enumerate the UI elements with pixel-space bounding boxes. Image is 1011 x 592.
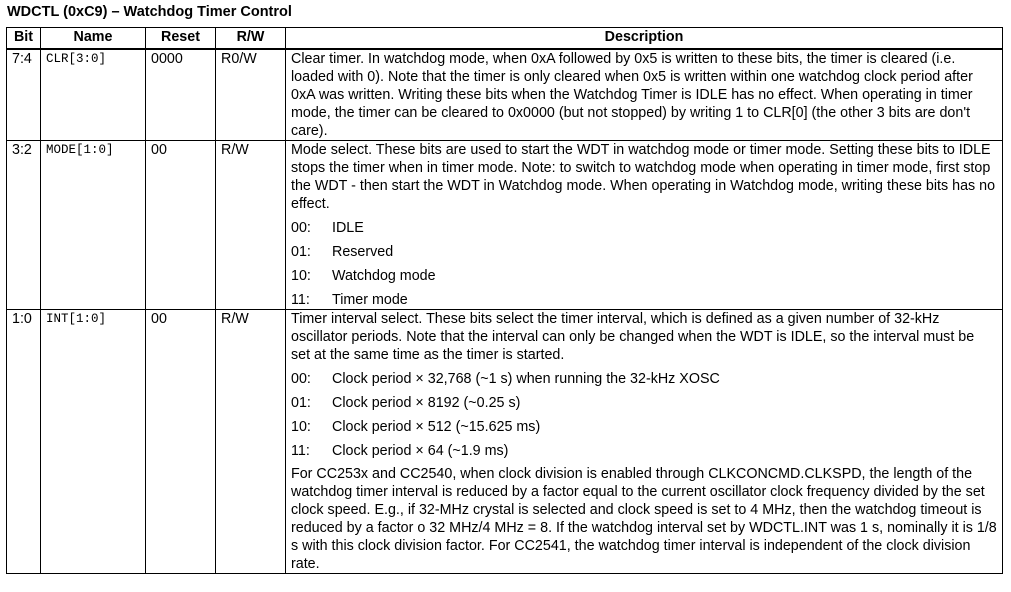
option-item bbox=[291, 291, 997, 309]
cell-bit: 1:0 bbox=[7, 310, 41, 574]
register-table bbox=[6, 27, 1003, 574]
clock-division-note: For CC253x and CC2540, when clock division is enabled through CLKCONCMD.CLKSPD, the length of the watchdog timer interval is reduced by a factor equal to the current oscillator clock frequency divided by the set clock speed. E.g., if 32-MHz crystal is selected and clock speed is set to 4 MHz, then the watchdog timeout is reduced by a factor o 32 MHz/4 MHz = 8. If the watchdog interval set by WDCTL.INT was 1 s, nominally it is 1/8 s with this clock division factor. For CC2541, the watchdog timer interval is independent of the clock division rate. bbox=[291, 466, 997, 572]
header-name: Name bbox=[41, 28, 146, 50]
option-key: 00: bbox=[291, 220, 311, 236]
option-item bbox=[291, 370, 997, 388]
option-value: IDLE bbox=[332, 220, 364, 236]
cell-bit: 7:4 bbox=[7, 49, 41, 141]
cell-name: INT[1:0] bbox=[41, 310, 146, 574]
table-row bbox=[7, 141, 1003, 310]
cell-reset: 00 bbox=[146, 310, 216, 574]
option-value: Reserved bbox=[332, 244, 394, 260]
cell-reset: 0000 bbox=[146, 49, 216, 141]
option-item bbox=[291, 442, 997, 460]
description-text: Clear timer. In watchdog mode, when 0xA followed by 0x5 is written to these bits, the timer is cleared (i.e. loaded with 0). Note that the timer is only cleared when 0x5 is written within one watchdog clock period after 0xA was written. Writing these bits when the Watchdog Timer is IDLE has no effect. When operating in timer mode, the timer can be cleared to 0x0000 (but not stopped) by writing 1 to CLR[0] (the other 3 bits are don't care). bbox=[291, 51, 973, 139]
cell-rw: R0/W bbox=[216, 49, 286, 141]
option-key: 11: bbox=[291, 292, 310, 308]
cell-rw: R/W bbox=[216, 141, 286, 310]
option-item bbox=[291, 219, 997, 237]
cell-name: MODE[1:0] bbox=[41, 141, 146, 310]
header-rw: R/W bbox=[216, 28, 286, 50]
option-value: Clock period × 512 (~15.625 ms) bbox=[332, 419, 541, 435]
option-value: Clock period × 64 (~1.9 ms) bbox=[332, 443, 509, 459]
cell-name: CLR[3:0] bbox=[41, 49, 146, 141]
option-key: 00: bbox=[291, 371, 311, 387]
option-item bbox=[291, 394, 997, 412]
cell-reset: 00 bbox=[146, 141, 216, 310]
option-value: Clock period × 8192 (~0.25 s) bbox=[332, 395, 521, 411]
header-description: Description bbox=[286, 28, 1003, 50]
option-item bbox=[291, 267, 997, 285]
option-key: 01: bbox=[291, 244, 311, 260]
option-key: 10: bbox=[291, 268, 311, 284]
option-key: 10: bbox=[291, 419, 311, 435]
header-row bbox=[7, 28, 1003, 50]
header-reset: Reset bbox=[146, 28, 216, 50]
cell-description bbox=[286, 141, 1003, 310]
cell-description bbox=[286, 310, 1003, 574]
option-key: 01: bbox=[291, 395, 311, 411]
cell-rw: R/W bbox=[216, 310, 286, 574]
option-value: Timer mode bbox=[332, 292, 408, 308]
cell-description bbox=[286, 49, 1003, 141]
option-key: 11: bbox=[291, 443, 310, 459]
description-text: Timer interval select. These bits select the timer interval, which is defined as a given number of 32-kHz oscillator periods. Note that the interval can only be changed when the WDT is IDLE, so the interval must be set at the same time as the timer is started. bbox=[291, 311, 975, 363]
table-row bbox=[7, 49, 1003, 141]
option-value: Watchdog mode bbox=[332, 268, 436, 284]
cell-bit: 3:2 bbox=[7, 141, 41, 310]
option-value: Clock period × 32,768 (~1 s) when running the 32-kHz XOSC bbox=[332, 371, 720, 387]
header-bit: Bit bbox=[7, 28, 41, 50]
option-item bbox=[291, 418, 997, 436]
description-text: Mode select. These bits are used to start the WDT in watchdog mode or timer mode. Setting these bits to IDLE stops the timer when in timer mode. Note: to switch to watchdog mode when operating in timer mode, first stop the WDT - then start the WDT in Watchdog mode. When operating in Watchdog mode, writing these bits has no effect. bbox=[291, 142, 996, 212]
table-row bbox=[7, 310, 1003, 574]
register-title: WDCTL (0xC9) – Watchdog Timer Control bbox=[7, 4, 292, 20]
option-item bbox=[291, 243, 997, 261]
